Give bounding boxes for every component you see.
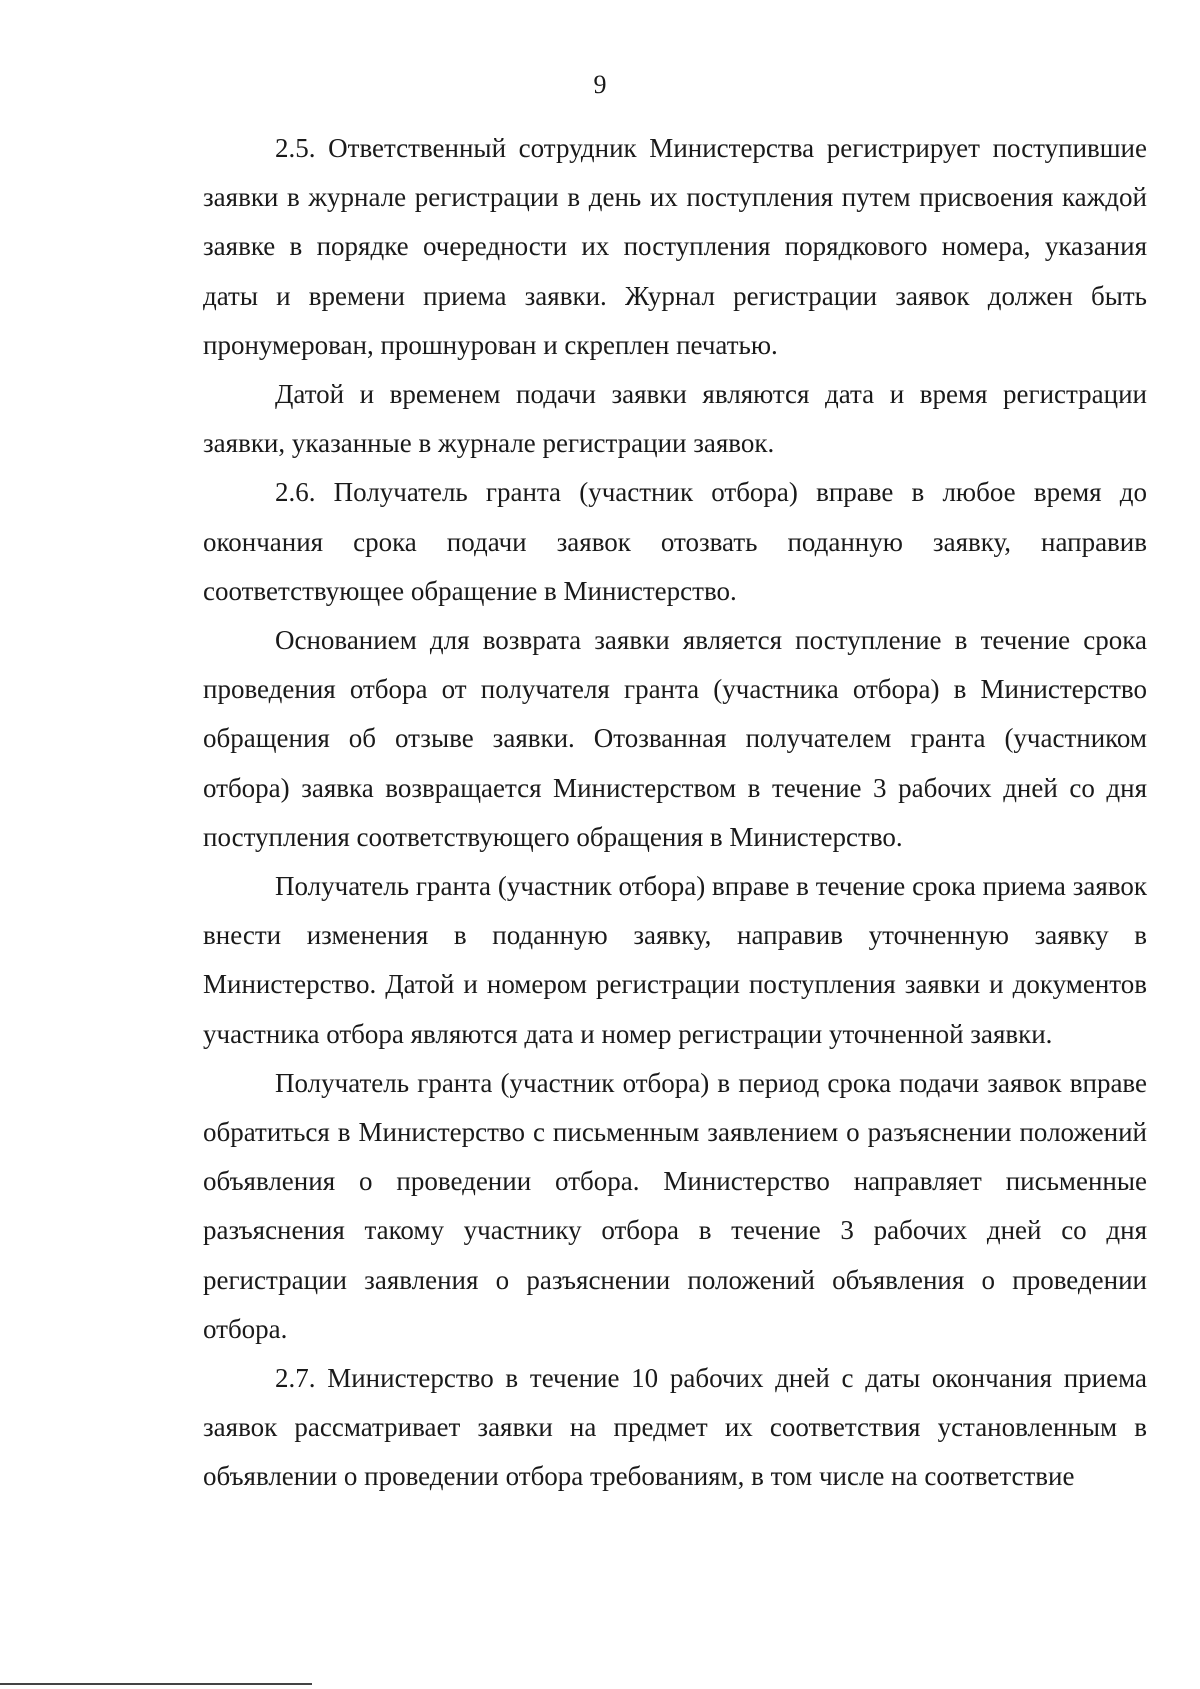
footer-rule [0,1683,312,1685]
paragraph-application-changes: Получатель гранта (участник отбора) вправе в течение срока приема заявок внести изменения в поданную заявку, направив уточненную заявку в Министерство. Датой и номером регистрации поступления заявки и документов участника отбора являются дата и номер регистрации уточненной заявки. [203,871,1147,1049]
paragraph-return-basis: Основанием для возврата заявки является поступление в течение срока проведения отбора от получателя гранта (участника отбора) в Министерство обращения об отзыве заявки. Отозванная получателем гранта (участником отбора) заявка возвращается Министерством в течение 3 рабочих дней со дня поступления соответствующего обращения в Министерство. [203,625,1147,852]
paragraph-2-7: 2.7. Министерство в течение 10 рабочих дней с даты окончания приема заявок рассматривает заявки на предмет их соответствия установленным в объявлении о проведении отбора требованиям, в том числе на соответствие [203,1363,1147,1492]
paragraph-2-6: 2.6. Получатель гранта (участник отбора) вправе в любое время до окончания срока подачи заявок отозвать поданную заявку, направив соответствующее обращение в Министерство. [203,477,1147,606]
paragraph-2-5: 2.5. Ответственный сотрудник Министерства регистрирует поступившие заявки в журнале регистрации в день их поступления путем присвоения каждой заявке в порядке очередности их поступления порядкового номера, указания даты и времени приема заявки. Журнал регистрации заявок должен быть пронумерован, прошнурован и скреплен печатью. [203,133,1147,360]
document-body [203,124,1147,1502]
paragraph-submission-date: Датой и временем подачи заявки являются дата и время регистрации заявки, указанные в журнале регистрации заявок. [203,379,1147,459]
page-number: 9 [593,70,607,99]
paragraph-clarification-request: Получатель гранта (участник отбора) в период срока подачи заявок вправе обратиться в Министерство с письменным заявлением о разъяснении положений объявления о проведении отбора. Министерство направляет письменные разъяснения такому участнику отбора в течение 3 рабочих дней со дня регистрации заявления о разъяснении положений объявления о проведении отбора. [203,1067,1147,1344]
